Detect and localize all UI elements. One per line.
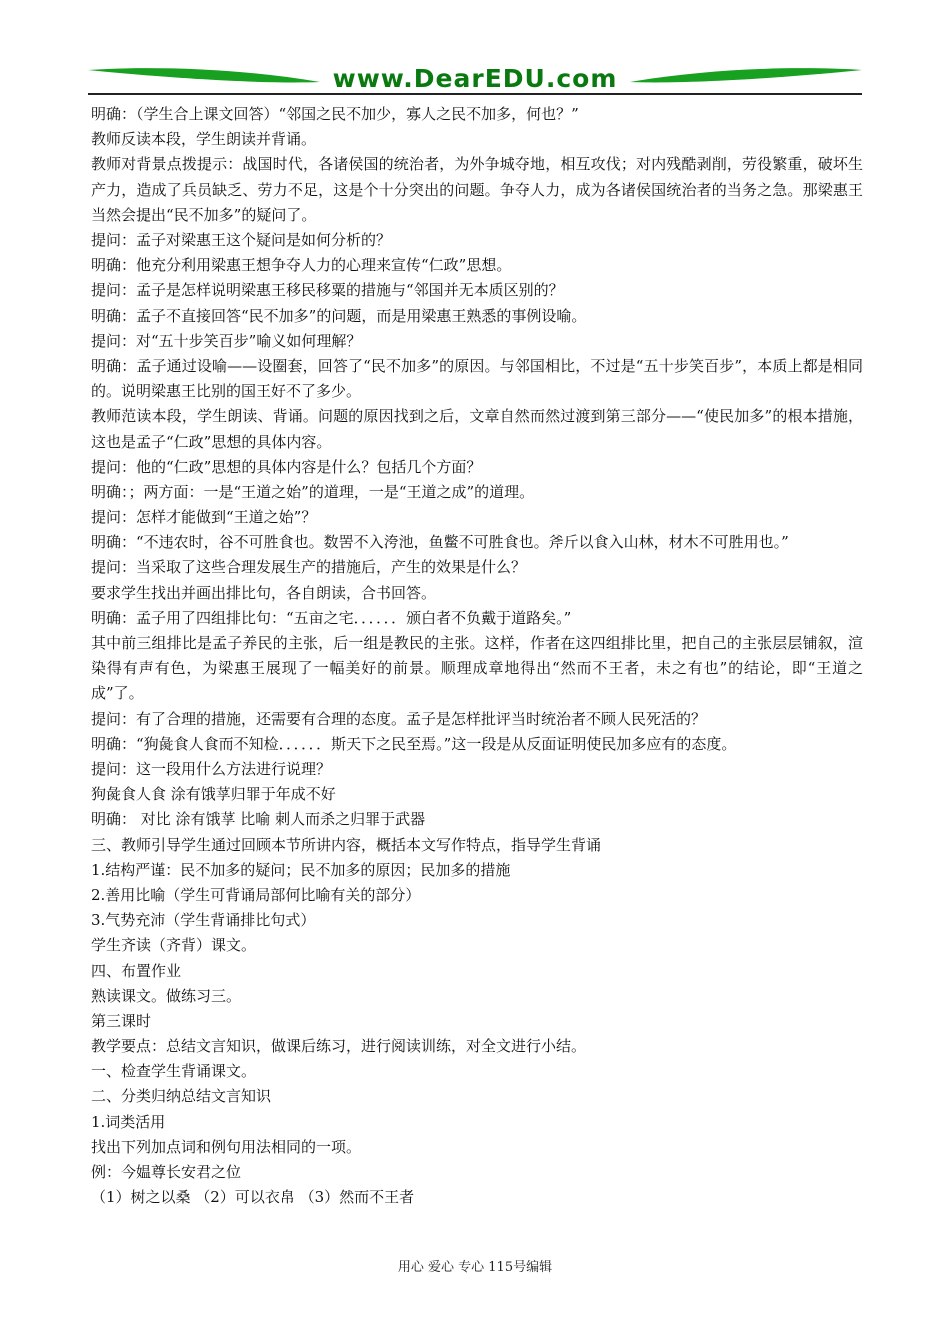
text-line: 熟读课文。做练习三。 [91,986,242,1005]
text-line: 提问：孟子是怎样说明梁惠王移民移粟的措施与“邻国并无本质区别的？ [91,281,564,300]
text-line: 学生齐读（齐背）课文。 [91,936,257,955]
text-line: 提问：怎样才能做到“王道之始”？ [91,508,317,527]
text-line: 提问：他的“仁政”思想的具体内容是什么？包括几个方面？ [91,457,482,476]
text-line: 明确：他充分利用梁惠王想争夺人力的心理来宣传“仁政”思想。 [91,256,512,275]
text-line: 教师反读本段，学生朗读并背诵。 [91,130,317,149]
page-footer: 用心 爱心 专心 115号编辑 [397,1260,553,1275]
text-line: 教学要点：总结文言知识，做课后练习，进行阅读训练，对全文进行小结。 [91,1037,587,1056]
list-item: 3.气势充沛（学生背诵排比句式） [91,911,316,930]
list-item: 1.词类活用 [91,1112,166,1131]
text-paragraph: 教师范读本段，学生朗读、背诵。问题的原因找到之后，文章自然而然过渡到第三部分——“使民加多”的根本措施，这也是孟子“仁政”思想的具体内容。 [91,407,863,451]
text-line: 提问：有了合理的措施，还需要有合理的态度。孟子是怎样批评当时统治者不顾人民死活的？ [91,709,707,728]
text-line: 要求学生找出并画出排比句，各自朗读，合书回答。 [91,583,437,602]
page-header [88,62,862,96]
text-line: 明确：；两方面：一是“王道之始”的道理，一是“王道之成”的道理。 [91,482,535,501]
text-line: 明确： 对比 涂有饿莩 比喻 刺人而杀之归罪于武器 [91,810,426,829]
text-line: 例：今媪尊长安君之位 [91,1163,242,1182]
text-line: 明确：孟子用了四组排比句：“五亩之宅．．．．．．颁白者不负戴于道路矣。” [91,608,572,627]
section-heading: 二、分类归纳总结文言知识 [91,1087,272,1106]
section-heading: 一、检查学生背诵课文。 [91,1062,257,1081]
text-line: 明确：孟子不直接回答“民不加多”的问题，而是用梁惠王熟悉的事例设喻。 [91,306,587,325]
list-item: 2.善用比喻（学生可背诵局部何比喻有关的部分） [91,885,421,904]
text-line: 狗彘食人食 涂有饿莩归罪于年成不好 [91,785,336,804]
document-body [91,102,863,1210]
text-line: 提问：这一段用什么方法进行说理？ [91,760,332,779]
text-paragraph: 其中前三组排比是孟子养民的主张，后一组是教民的主张。这样，作者在这四组排比里，把自己的主张层层铺叙，渲染得有声有色，为梁惠王展现了一幅美好的前景。顺理成章地得出“然而不王者，未之有也”的结论，即“王道之成”了。 [91,634,863,703]
text-line: 明确：（学生合上课文回答）“邻国之民不加少，寡人之民不加多，何也？” [91,105,579,123]
site-logo-text: www.DearEDU.com [332,64,618,93]
section-heading: 第三课时 [91,1011,152,1030]
text-line: 提问：对“五十步笑百步”喻义如何理解？ [91,331,362,350]
text-line: 明确：“狗彘食人食而不知检．．．．．．斯天下之民至焉。”这一段是从反面证明使民加多应有的态度。 [91,734,737,753]
section-heading: 三、教师引导学生通过回顾本节所讲内容，概括本文写作特点，指导学生背诵 [91,835,602,854]
header-divider [88,93,862,95]
list-item: 1.结构严谨：民不加多的疑问；民不加多的原因；民加多的措施 [91,860,511,879]
text-line: 提问：当采取了这些合理发展生产的措施后，产生的效果是什么？ [91,558,527,577]
text-line: （1）树之以桑 （2）可以衣帛 （3）然而不王者 [91,1188,415,1207]
text-paragraph: 教师对背景点拨提示：战国时代，各诸侯国的统治者，为外争城夺地，相互攻伐；对内残酷剥削，劳役繁重，破坏生产力，造成了兵员缺乏、劳力不足，这是个十分突出的问题。争夺人力，成为各诸侯国统治者的当务之急。那梁惠王当然会提出“民不加多”的疑问了。 [91,155,863,224]
text-line: 明确：“不违农时，谷不可胜食也。数罟不入洿池，鱼鳖不可胜食也。斧斤以食入山林，材木不可胜用也。” [91,533,789,552]
text-paragraph: 明确：孟子通过设喻——设圈套，回答了“民不加多”的原因。与邻国相比，不过是“五十步笑百步”，本质上都是相同的。说明梁惠王比别的国王好不了多少。 [91,356,863,401]
section-heading: 四、布置作业 [91,961,182,980]
text-line: 提问：孟子对梁惠王这个疑问是如何分析的？ [91,230,392,249]
text-line: 找出下列加点词和例句用法相同的一项。 [91,1137,362,1156]
